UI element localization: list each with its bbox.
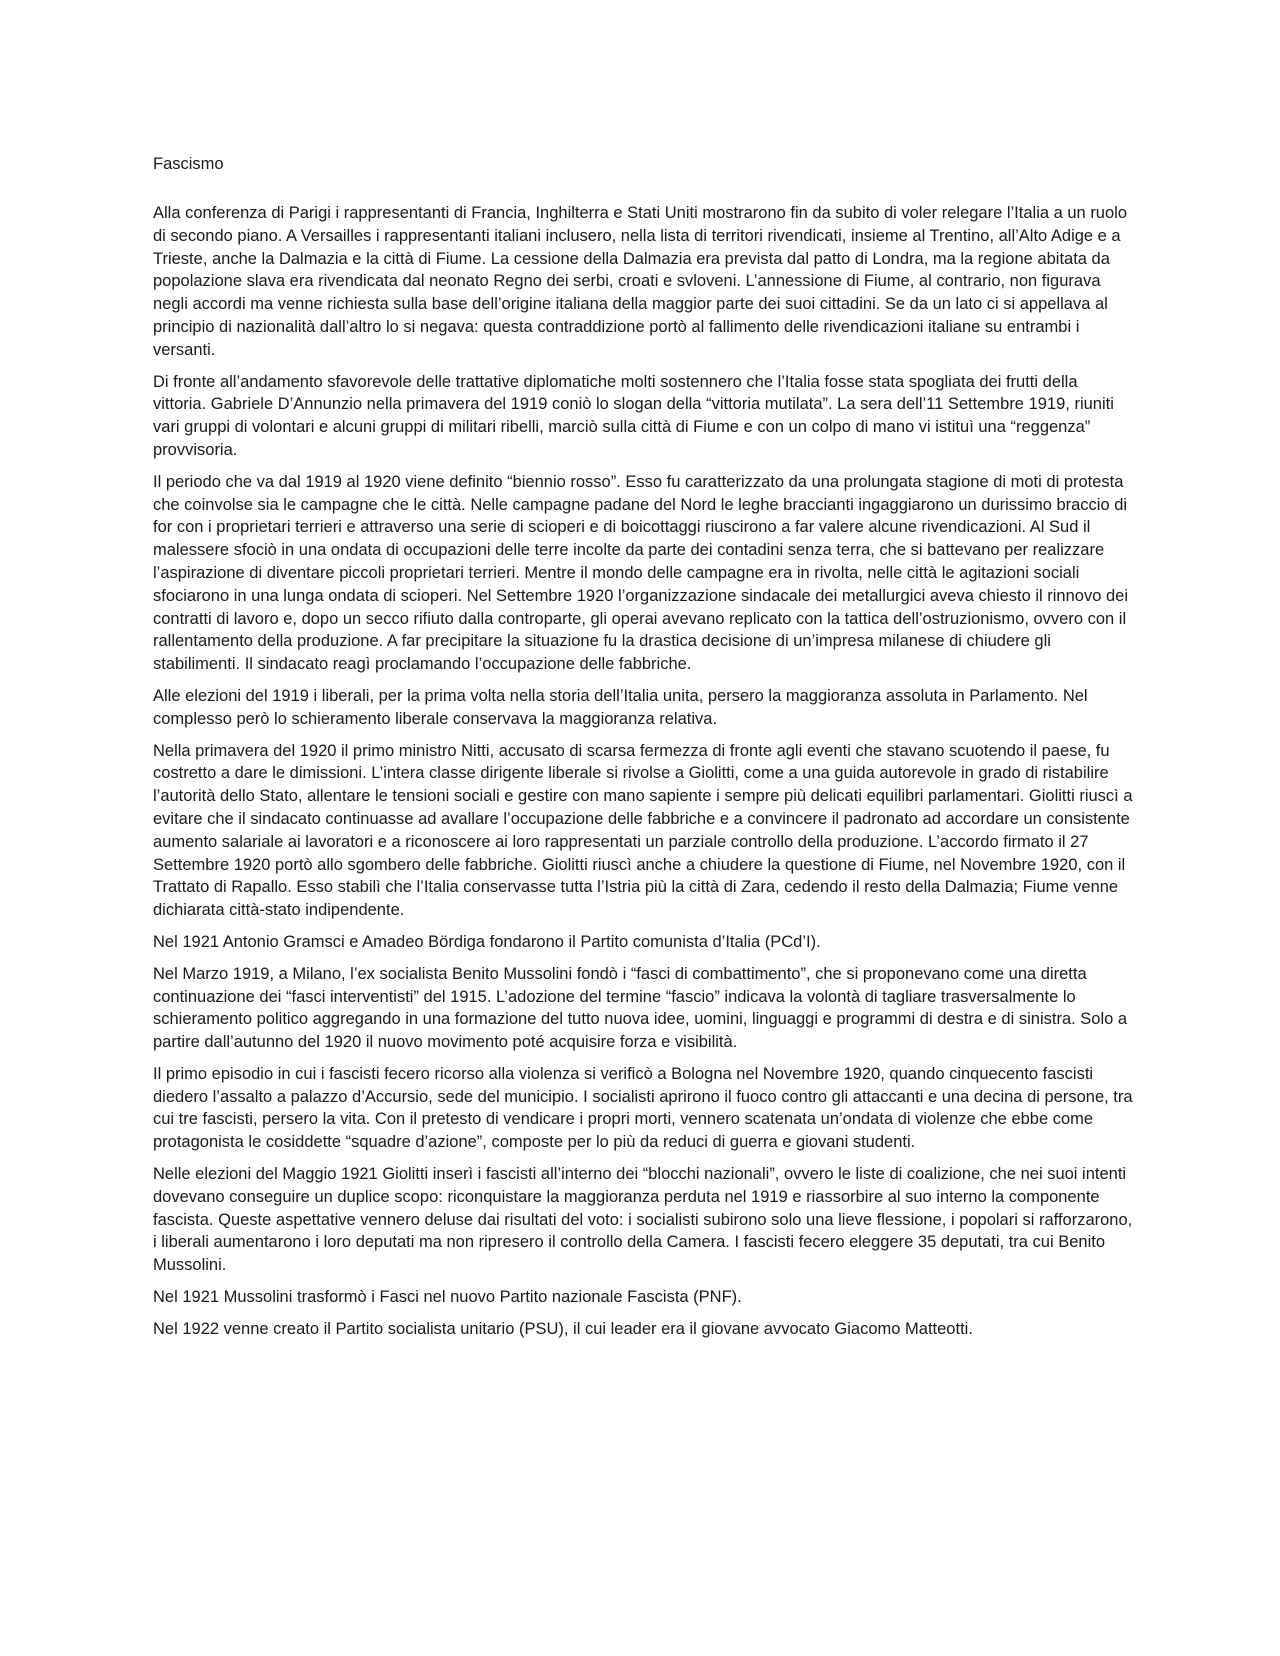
paragraph-pnf-founding: Nel 1921 Mussolini trasformò i Fasci nel nuovo Partito nazionale Fascista (PNF). bbox=[153, 1288, 742, 1307]
document-title: Fascismo bbox=[153, 155, 224, 173]
paragraph-mutilated-victory: Di fronte all’andamento sfavorevole delle trattative diplomatiche molti sostennero che l’Italia fosse stata spogliata dei frutti della vittoria. Gabriele D’Annunzio nella primavera del 1919 coniò lo slogan della “vittoria mutilata”. La sera dell’11 Settembre 1919, riuniti vari gruppi di volontari e alcuni gruppi di militari ribelli, marciò sulla città di Fiume e con un colpo di mano vi istituì una “reggenza” provvisoria. bbox=[153, 372, 1114, 459]
document-page bbox=[153, 153, 1133, 1350]
paragraph-giolitti-government: Nella primavera del 1920 il primo ministro Nitti, accusato di scarsa fermezza di fronte agli eventi che stavano scuotendo il paese, fu costretto a dare le dimissioni. L’intera classe dirigente liberale si rivolse a Giolitti, come a una guida autorevole in grado di ristabilire l’autorità dello Stato, allentare le tensioni sociali e gestire con mano sapiente i sempre più delicati equilibri parlamentari. Giolitti riuscì a evitare che il sindacato continuasse ad avallare l’occupazione delle fabbriche e a convincere il padronato ad accordare un consistente aumento salariale ai lavoratori e a riconoscere ai loro rappresentati un parziale controllo della produzione. L’accordo firmato il 27 Settembre 1920 portò allo sgombero delle fabbriche. Giolitti riuscì anche a chiudere la questione di Fiume, nel Novembre 1920, con il Trattato di Rapallo. Esso stabilì che l’Italia conservasse tutta l’Istria più la città di Zara, cedendo il resto della Dalmazia; Fiume venne dichiarata città-stato indipendente. bbox=[153, 741, 1133, 920]
paragraph-fasci-di-combattimento: Nel Marzo 1919, a Milano, l’ex socialista Benito Mussolini fondò i “fasci di combattimento”, che si proponevano come una diretta continuazione dei “fasci interventisti” del 1915. L’adozione del termine “fascio” indicava la volontà di tagliare trasversalmente lo schieramento politico aggregando in una formazione del tutto nuova idee, uomini, linguaggi e programmi di destra e di sinistra. Solo a partire dall’autunno del 1920 il nuovo movimento poté acquisire forza e visibilità. bbox=[153, 964, 1128, 1052]
paragraph-psu-founding: Nel 1922 venne creato il Partito socialista unitario (PSU), il cui leader era il giovane avvocato Giacomo Matteotti. bbox=[153, 1319, 973, 1338]
paragraph-bologna-violence: Il primo episodio in cui i fascisti fecero ricorso alla violenza si verificò a Bologna nel Novembre 1920, quando cinquecento fascisti diedero l’assalto a palazzo d’Accursio, sede del municipio. I socialisti aprirono il fuoco contro gli attaccanti e una decina di persone, tra cui tre fascisti, persero la vita. Con il pretesto di vendicare i propri morti, vennero scatenata un’ondata di violenze che ebbe come protagonista le cosiddette “squadre d’azione”, composte per lo più da reduci di guerra e giovani studenti. bbox=[153, 1064, 1133, 1152]
paragraph-1921-elections: Nelle elezioni del Maggio 1921 Giolitti inserì i fascisti all’interno dei “blocchi nazionali”, ovvero le liste di coalizione, che nei suoi intenti dovevano conseguire un duplice scopo: riconquistare la maggioranza perduta nel 1919 e riassorbire al suo interno la componente fascista. Queste aspettative vennero deluse dai risultati del voto: i socialisti subirono solo una lieve flessione, i popolari si rafforzarono, i liberali aumentarono i loro deputati ma non ripresero il controllo della Camera. I fascisti fecero eleggere 35 deputati, tra cui Benito Mussolini. bbox=[153, 1165, 1133, 1275]
paragraph-pcdi-founding: Nel 1921 Antonio Gramsci e Amadeo Bördiga fondarono il Partito comunista d’Italia (PCd’I). bbox=[153, 932, 821, 951]
paragraph-red-biennium: Il periodo che va dal 1919 al 1920 viene definito “biennio rosso”. Esso fu caratterizzato da una prolungata stagione di moti di protesta che coinvolse sia le campagne che le città. Nelle campagne padane del Nord le leghe braccianti ingaggiarono un durissimo braccio di for con i proprietari terrieri e attraverso una serie di scioperi e di boicottaggi riuscirono a far valere alcune rivendicazioni. Al Sud il malessere sfociò in una ondata di occupazioni delle terre incolte da parte dei contadini senza terra, che si battevano per realizzare l’aspirazione di diventare piccoli proprietari terrieri. Mentre il mondo delle campagne era in rivolta, nelle città le agitazioni sociali sfociarono in una lunga ondata di scioperi. Nel Settembre 1920 l’organizzazione sindacale dei metallurgici aveva chiesto il rinnovo dei contratti di lavoro e, dopo un secco rifiuto dalla controparte, gli operai avevano replicato con la tattica dell’ostruzionismo, ovvero con il rallentamento della produzione. A far precipitare la situazione fu la drastica decisione di un’impresa milanese di chiudere gli stabilimenti. Il sindacato reagì proclamando l’occupazione delle fabbriche. bbox=[153, 472, 1128, 674]
paragraph-1919-elections: Alle elezioni del 1919 i liberali, per la prima volta nella storia dell’Italia unita, persero la maggioranza assoluta in Parlamento. Nel complesso però lo schieramento liberale conservava la maggioranza relativa. bbox=[153, 686, 1088, 728]
paragraph-paris-conference: Alla conferenza di Parigi i rappresentanti di Francia, Inghilterra e Stati Uniti mostrarono fin da subito di voler relegare l’Italia a un ruolo di secondo piano. A Versailles i rappresentanti italiani inclusero, nella lista di territori rivendicati, insieme al Trentino, all’Alto Adige e a Trieste, anche la Dalmazia e la città di Fiume. La cessione della Dalmazia era prevista dal patto di Londra, ma la regione abitata da popolazione slava era rivendicata dal neonato Regno dei serbi, croati e svloveni. L’annessione di Fiume, al contrario, non figurava negli accordi ma venne richiesta sulla base dell’origine italiana della maggior parte dei suoi cittadini. Se da un lato ci si appellava al principio di nazionalità dall’altro lo si negava: questa contraddizione portò al fallimento delle rivendicazioni italiane su entrambi i versanti. bbox=[153, 204, 1128, 359]
